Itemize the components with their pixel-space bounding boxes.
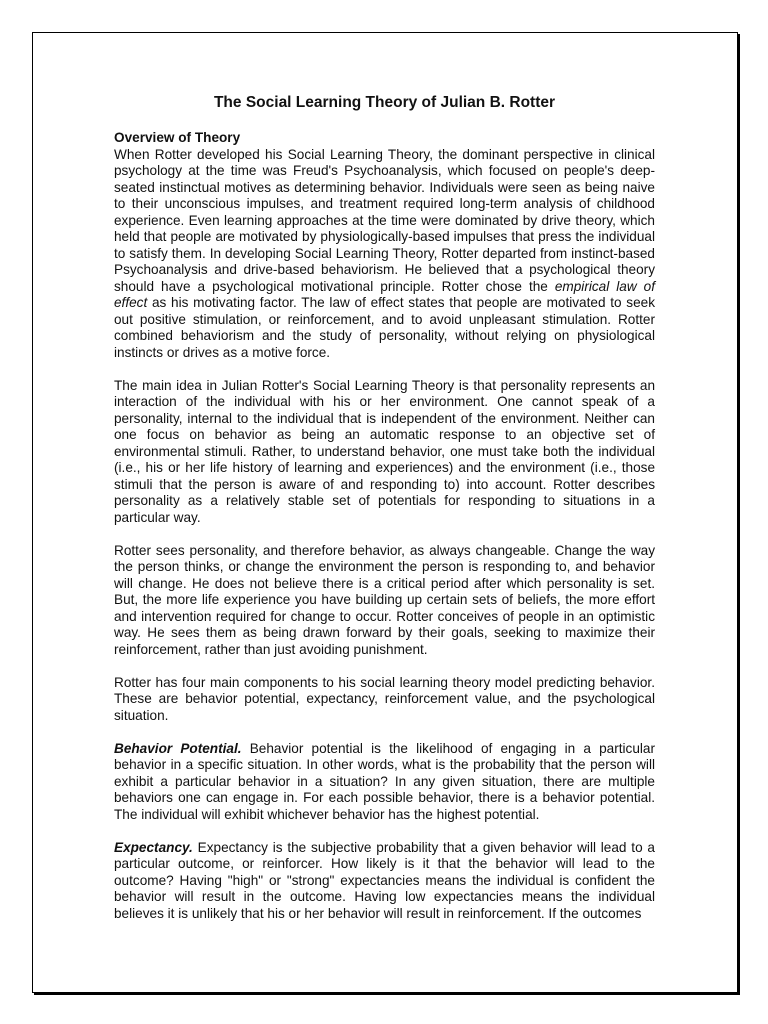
paragraph-main-idea: The main idea in Julian Rotter's Social Learning Theory is that personality represents an interaction of the individual with his or her environment. One cannot speak of a personality, internal to the individual that is independent of the environment. Neither can one focus on behavior as being an automatic response to an objective set of environmental stimuli. Rather, to understand behavior, one must take both the individual (i.e., his or her life history of learning and experiences) and the environment (i.e., those stimuli that the person is aware of and responding to) into account. Rotter describes personality as a relatively stable set of potentials for responding to situations in a particular way. <box>114 377 655 525</box>
paragraph-behavior-potential <box>114 741 655 824</box>
paragraph-expectancy <box>114 840 655 923</box>
paragraph-text: Expectancy is the subjective probability that a given behavior will lead to a particular outcome, or reinforcer. How likely is it that the behavior will lead to the outcome? Having "high" or "strong" expectancies means the individual is confident the behavior will result in the outcome. Having low expectancies means the individual believes it is unlikely that his or her behavior will result in reinforcement. If the outcomes <box>114 839 655 921</box>
paragraph-changeable: Rotter sees personality, and therefore behavior, as always changeable. Change the way the person thinks, or change the environment the person is responding to, and behavior will change. He does not believe there is a critical period after which personality is set. But, the more life experience you have building up certain sets of beliefs, the more effort and intervention required for change to occur. Rotter conceives of people in an optimistic way. He sees them as being drawn forward by their goals, seeking to maximize their reinforcement, rather than just avoiding punishment. <box>114 542 655 657</box>
paragraph-text: Behavior potential is the likelihood of engaging in a particular behavior in a specific situation. In other words, what is the probability that the person will exhibit a particular behavior in a situation? In any given situation, there are multiple behaviors one can engage in. For each possible behavior, there is a behavior potential. The individual will exhibit whichever behavior has the highest potential. <box>114 740 655 822</box>
paragraph-text: When Rotter developed his Social Learning Theory, the dominant perspective in clinical psychology at the time was Freud's Psychoanalysis, which focused on people's deep-seated instinctual motives as determining behavior. Individuals were seen as being naive to their unconscious impulses, and treatment required long-term analysis of childhood experience. Even learning approaches at the time were dominated by drive theory, which held that people are motivated by physiologically-based impulses that press the individual to satisfy them. In developing Social Learning Theory, Rotter departed from instinct-based Psychoanalysis and drive-based behaviorism. He believed that a psychological theory should have a psychological motivational principle. Rotter chose the <box>114 146 655 294</box>
emphasis-empirical-law-of-effect: empirical law of effect <box>114 278 655 310</box>
paragraph-overview <box>114 147 655 362</box>
paragraph-text: as his motivating factor. The law of effect states that people are motivated to seek out positive stimulation, or reinforcement, and to avoid unpleasant stimulation. Rotter combined behaviorism and the study of personality, without relying on physiological instincts or drives as a motive force. <box>114 295 655 360</box>
document-title: The Social Learning Theory of Julian B. Rotter <box>213 94 556 111</box>
term-behavior-potential: Behavior Potential. <box>114 740 242 756</box>
document-content <box>114 93 655 939</box>
paragraph-four-components: Rotter has four main components to his social learning theory model predicting behavior. These are behavior potential, expectancy, reinforcement value, and the psychological situation. <box>114 674 655 723</box>
term-expectancy: Expectancy. <box>114 839 193 855</box>
section-heading-overview: Overview of Theory <box>114 130 241 145</box>
